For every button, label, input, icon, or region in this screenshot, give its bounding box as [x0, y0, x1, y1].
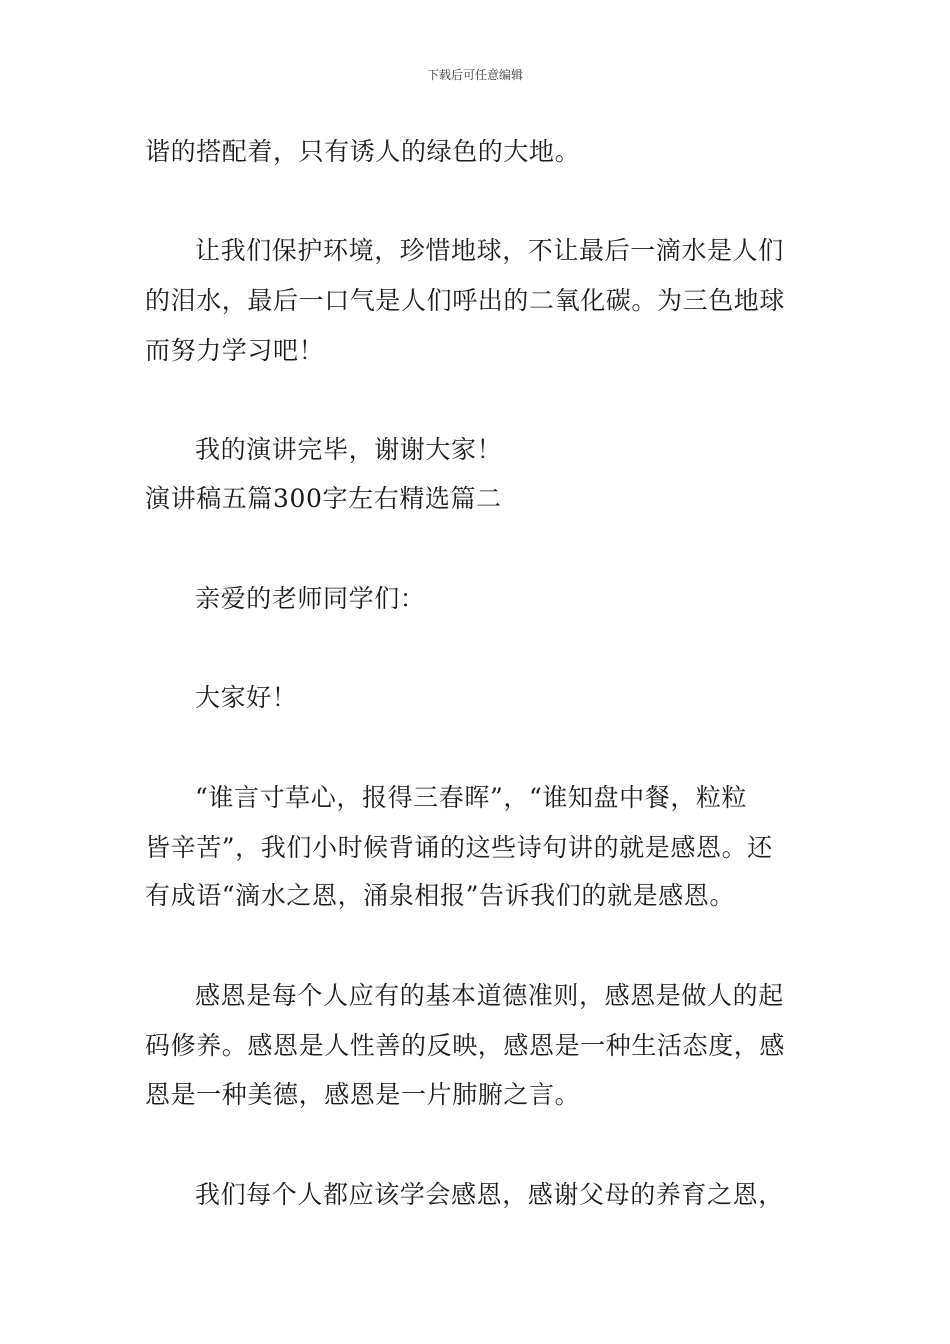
- paragraph-line: 皆辛苦”，我们小时候背诵的这些诗句讲的就是感恩。还: [145, 833, 773, 862]
- paragraph-line: 谐的搭配着，只有诱人的绿色的大地。: [145, 137, 581, 166]
- paragraph-line: 的泪水，最后一口气是人们呼出的二氧化碳。为三色地球: [145, 286, 786, 315]
- paragraph-line: 而努力学习吧！: [145, 336, 325, 365]
- salutation: 亲爱的老师同学们：: [195, 584, 426, 613]
- greeting: 大家好！: [195, 683, 298, 712]
- section-title: 演讲稿五篇300字左右精选篇二: [145, 484, 502, 513]
- paragraph-line: 让我们保护环境，珍惜地球，不让最后一滴水是人们: [195, 236, 784, 265]
- paragraph-line: 感恩是每个人应有的基本道德准则，感恩是做人的起: [195, 981, 784, 1010]
- paragraph-line: 码修养。感恩是人性善的反映，感恩是一种生活态度，感: [145, 1031, 786, 1060]
- paragraph-line: 我们每个人都应该学会感恩，感谢父母的养育之恩，: [195, 1180, 784, 1209]
- paragraph-line: 我的演讲完毕，谢谢大家！: [195, 435, 503, 464]
- paragraph-line: 恩是一种美德，感恩是一片肺腑之言。: [145, 1080, 581, 1109]
- page-header-note: 下载后可任意编辑: [426, 68, 523, 82]
- paragraph-line: “谁言寸草心，报得三春晖”，“谁知盘中餐，粒粒: [195, 783, 748, 812]
- paragraph-line: 有成语“滴水之恩，涌泉相报”告诉我们的就是感恩。: [145, 881, 735, 910]
